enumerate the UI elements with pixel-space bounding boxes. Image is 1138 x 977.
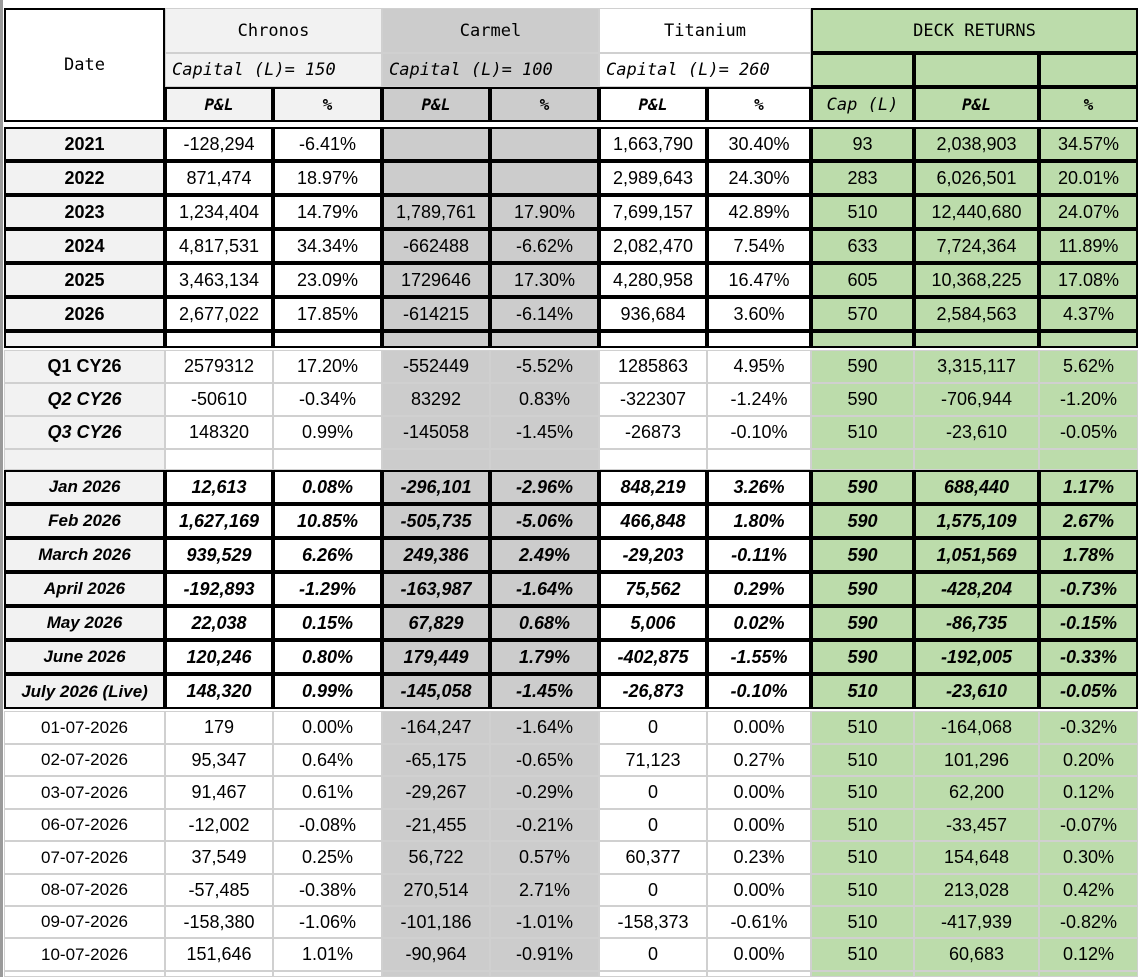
year-row-label: 2026 <box>4 297 165 331</box>
month-row-cell: -1.45% <box>490 674 599 709</box>
daily-row-label: 03-07-2026 <box>4 776 165 809</box>
year-row-cell: 2,082,470 <box>599 229 707 263</box>
year-row-cell: -6.14% <box>490 297 599 331</box>
year-row-cell: 570 <box>811 297 914 331</box>
month-row-cell: -2.96% <box>490 470 599 504</box>
daily-row-label: 08-07-2026 <box>4 874 165 906</box>
year-row-cell: -128,294 <box>165 127 273 161</box>
quarter-row-label: Q2 CY26 <box>4 383 165 416</box>
year-row-cell: -614215 <box>382 297 490 331</box>
deck-pct-blank <box>1039 53 1138 87</box>
daily-row-cell: 510 <box>811 744 914 776</box>
daily-row-cell: 0.20% <box>1039 744 1138 776</box>
daily-row-cell: -90,964 <box>382 938 490 971</box>
quarter-row-cell: -0.05% <box>1039 416 1138 449</box>
month-row-cell: 939,529 <box>165 538 273 572</box>
year-row-cell: 2,584,563 <box>914 297 1039 331</box>
daily-row-cell: 0.12% <box>1039 776 1138 809</box>
quarter-row-cell: 0.83% <box>490 383 599 416</box>
year-row-cell: 1,789,761 <box>382 195 490 229</box>
daily-row-cell: 213,028 <box>914 874 1039 906</box>
month-row-cell: 67,829 <box>382 606 490 640</box>
year-row-cell: 1,663,790 <box>599 127 707 161</box>
month-row-cell: 1,051,569 <box>914 538 1039 572</box>
daily-row-label: 09-07-2026 <box>4 906 165 938</box>
deck-subheader-3: % <box>1039 87 1138 122</box>
month-row-cell: 590 <box>811 470 914 504</box>
month-row-cell: -192,005 <box>914 640 1039 674</box>
daily-row-cell: 101,296 <box>914 744 1039 776</box>
sheet-edge <box>0 0 3 977</box>
year-row-cell: 2,989,643 <box>599 161 707 195</box>
quarter-row-cell: 4.95% <box>707 350 811 383</box>
year-row-cell: -662488 <box>382 229 490 263</box>
daily-row-cell: 0.00% <box>707 809 811 841</box>
quarter-row-cell: -145058 <box>382 416 490 449</box>
month-row-cell: 249,386 <box>382 538 490 572</box>
quarter-row-cell: -1.20% <box>1039 383 1138 416</box>
strategy-name-carmel: Carmel <box>382 8 599 53</box>
quarter-row-cell: 1285863 <box>599 350 707 383</box>
strategy-capital-chronos: Capital (L)= 150 <box>165 53 382 87</box>
year-row-cell: 20.01% <box>1039 161 1138 195</box>
year-row-cell: 936,684 <box>599 297 707 331</box>
month-row-cell: 22,038 <box>165 606 273 640</box>
quarter-row-cell: -706,944 <box>914 383 1039 416</box>
year-row-cell: 34.57% <box>1039 127 1138 161</box>
spacer-row <box>490 331 599 348</box>
quarter-row-cell: -0.10% <box>707 416 811 449</box>
spacer-row <box>599 331 707 348</box>
month-row-cell: -86,735 <box>914 606 1039 640</box>
daily-row-cell: 270,514 <box>382 874 490 906</box>
year-row-cell: 4,817,531 <box>165 229 273 263</box>
daily-row-cell: 1.01% <box>273 938 382 971</box>
daily-row-cell: 0.00% <box>707 711 811 744</box>
year-row-cell: 1729646 <box>382 263 490 297</box>
daily-row-cell: -0.38% <box>273 874 382 906</box>
month-row-cell: 0.80% <box>273 640 382 674</box>
daily-row-cell: -0.61% <box>707 906 811 938</box>
year-row-cell: 2,038,903 <box>914 127 1039 161</box>
spacer-row <box>382 449 490 470</box>
pct-subheader: % <box>707 87 811 122</box>
year-row-cell: 633 <box>811 229 914 263</box>
month-row-cell: 2.49% <box>490 538 599 572</box>
year-row-cell: 3.60% <box>707 297 811 331</box>
month-row-label: July 2026 (Live) <box>4 674 165 709</box>
month-row-cell: -0.33% <box>1039 640 1138 674</box>
year-row-cell: 17.08% <box>1039 263 1138 297</box>
spacer-row <box>4 449 165 470</box>
month-row-cell: 0.99% <box>273 674 382 709</box>
month-row-label: March 2026 <box>4 538 165 572</box>
spacer-row <box>165 331 273 348</box>
month-row-cell: 1.78% <box>1039 538 1138 572</box>
year-row-cell: 24.30% <box>707 161 811 195</box>
partial-row <box>382 971 490 977</box>
daily-row-cell: 95,347 <box>165 744 273 776</box>
month-row-cell: -0.10% <box>707 674 811 709</box>
daily-row-cell: -0.29% <box>490 776 599 809</box>
year-row-cell <box>490 161 599 195</box>
month-row-cell: 0.02% <box>707 606 811 640</box>
quarter-row-cell: 148320 <box>165 416 273 449</box>
daily-row-cell: 0 <box>599 776 707 809</box>
daily-row-cell: 0.42% <box>1039 874 1138 906</box>
daily-row-cell: -57,485 <box>165 874 273 906</box>
daily-row-cell: -33,457 <box>914 809 1039 841</box>
year-row-cell: 1,234,404 <box>165 195 273 229</box>
pct-subheader: % <box>273 87 382 122</box>
daily-row-cell: 151,646 <box>165 938 273 971</box>
daily-row-cell: 0.27% <box>707 744 811 776</box>
month-row-cell: 590 <box>811 640 914 674</box>
daily-row-cell: 0.23% <box>707 841 811 874</box>
quarter-row-cell: -26873 <box>599 416 707 449</box>
spacer-row <box>914 449 1039 470</box>
daily-row-cell: -164,068 <box>914 711 1039 744</box>
month-row-cell: 148,320 <box>165 674 273 709</box>
daily-row-cell: 91,467 <box>165 776 273 809</box>
daily-row-cell: 154,648 <box>914 841 1039 874</box>
quarter-row-cell: -23,610 <box>914 416 1039 449</box>
year-row-cell: 871,474 <box>165 161 273 195</box>
strategy-name-titanium: Titanium <box>599 8 811 53</box>
month-row-cell: 1,575,109 <box>914 504 1039 538</box>
year-row-cell: 10,368,225 <box>914 263 1039 297</box>
daily-row-cell: 510 <box>811 874 914 906</box>
spacer-row <box>490 449 599 470</box>
month-row-cell: -26,873 <box>599 674 707 709</box>
month-row-label: June 2026 <box>4 640 165 674</box>
daily-row-cell: -164,247 <box>382 711 490 744</box>
daily-row-cell: -0.65% <box>490 744 599 776</box>
daily-row-cell: -65,175 <box>382 744 490 776</box>
spacer-row <box>707 331 811 348</box>
daily-row-cell: 0.00% <box>707 874 811 906</box>
deck-capital-blank <box>811 53 914 87</box>
year-row-label: 2025 <box>4 263 165 297</box>
year-row-cell: 14.79% <box>273 195 382 229</box>
spacer-row <box>811 331 914 348</box>
quarter-row-cell: 2579312 <box>165 350 273 383</box>
pl-subheader: P&L <box>165 87 273 122</box>
year-row-cell: 510 <box>811 195 914 229</box>
year-row-cell: 283 <box>811 161 914 195</box>
daily-row-cell: 510 <box>811 711 914 744</box>
year-row-cell: 30.40% <box>707 127 811 161</box>
month-row-label: April 2026 <box>4 572 165 606</box>
spacer-row <box>382 331 490 348</box>
month-row-cell: 75,562 <box>599 572 707 606</box>
daily-row-cell: 510 <box>811 906 914 938</box>
year-row-cell <box>382 161 490 195</box>
daily-row-cell: 60,377 <box>599 841 707 874</box>
spacer-row <box>599 449 707 470</box>
month-row-cell: 2.67% <box>1039 504 1138 538</box>
month-row-cell: -296,101 <box>382 470 490 504</box>
year-row-cell: 17.90% <box>490 195 599 229</box>
year-row-cell: 18.97% <box>273 161 382 195</box>
deck-subheader-1: Cap (L) <box>811 87 914 122</box>
partial-row <box>1039 971 1138 977</box>
month-row-cell: -0.15% <box>1039 606 1138 640</box>
month-row-cell: 5,006 <box>599 606 707 640</box>
date-header: Date <box>4 8 165 122</box>
year-row-cell: 11.89% <box>1039 229 1138 263</box>
year-row-cell: 4.37% <box>1039 297 1138 331</box>
month-row-cell: 848,219 <box>599 470 707 504</box>
partial-row <box>4 971 165 977</box>
year-row-cell: 17.85% <box>273 297 382 331</box>
year-row-cell <box>382 127 490 161</box>
daily-row-cell: -417,939 <box>914 906 1039 938</box>
daily-row-cell: 510 <box>811 841 914 874</box>
partial-row <box>273 971 382 977</box>
daily-row-cell: 179 <box>165 711 273 744</box>
month-row-cell: 6.26% <box>273 538 382 572</box>
month-row-cell: 590 <box>811 504 914 538</box>
year-row-cell: 16.47% <box>707 263 811 297</box>
daily-row-cell: 0.00% <box>707 938 811 971</box>
spacer-row <box>914 331 1039 348</box>
year-row-cell: 34.34% <box>273 229 382 263</box>
year-row-label: 2024 <box>4 229 165 263</box>
quarter-row-cell: 590 <box>811 350 914 383</box>
month-row-cell: 688,440 <box>914 470 1039 504</box>
pl-subheader: P&L <box>382 87 490 122</box>
partial-row <box>707 971 811 977</box>
daily-row-cell: 0 <box>599 874 707 906</box>
daily-row-cell: -158,373 <box>599 906 707 938</box>
daily-row-label: 07-07-2026 <box>4 841 165 874</box>
month-row-cell: 12,613 <box>165 470 273 504</box>
partial-row <box>599 971 707 977</box>
daily-row-cell: 62,200 <box>914 776 1039 809</box>
month-row-cell: 0.15% <box>273 606 382 640</box>
month-row-cell: -0.05% <box>1039 674 1138 709</box>
year-row-cell: -6.62% <box>490 229 599 263</box>
year-row-cell: 605 <box>811 263 914 297</box>
daily-row-cell: -1.64% <box>490 711 599 744</box>
year-row-cell: 24.07% <box>1039 195 1138 229</box>
year-row-cell: 93 <box>811 127 914 161</box>
daily-row-cell: -29,267 <box>382 776 490 809</box>
month-row-cell: -163,987 <box>382 572 490 606</box>
year-row-cell: 3,463,134 <box>165 263 273 297</box>
pl-subheader: P&L <box>599 87 707 122</box>
year-row-cell: -6.41% <box>273 127 382 161</box>
quarter-row-cell: -322307 <box>599 383 707 416</box>
daily-row-label: 10-07-2026 <box>4 938 165 971</box>
pct-subheader: % <box>490 87 599 122</box>
month-row-cell: 10.85% <box>273 504 382 538</box>
daily-row-cell: 2.71% <box>490 874 599 906</box>
month-row-cell: 466,848 <box>599 504 707 538</box>
quarter-row-cell: -1.45% <box>490 416 599 449</box>
deck-pl-blank <box>914 53 1039 87</box>
month-row-cell: -402,875 <box>599 640 707 674</box>
quarter-row-cell: -0.34% <box>273 383 382 416</box>
partial-row <box>490 971 599 977</box>
year-row-cell: 4,280,958 <box>599 263 707 297</box>
daily-row-cell: 0.30% <box>1039 841 1138 874</box>
year-row-cell: 17.30% <box>490 263 599 297</box>
partial-row <box>165 971 273 977</box>
quarter-row-cell: 5.62% <box>1039 350 1138 383</box>
quarter-row-cell: 590 <box>811 383 914 416</box>
spacer-row <box>273 449 382 470</box>
daily-row-label: 02-07-2026 <box>4 744 165 776</box>
spacer-row <box>165 449 273 470</box>
month-row-cell: 179,449 <box>382 640 490 674</box>
strategy-name-chronos: Chronos <box>165 8 382 53</box>
month-row-cell: 3.26% <box>707 470 811 504</box>
daily-row-label: 01-07-2026 <box>4 711 165 744</box>
month-row-cell: 590 <box>811 606 914 640</box>
daily-row-cell: -158,380 <box>165 906 273 938</box>
month-row-cell: -0.11% <box>707 538 811 572</box>
month-row-cell: -1.55% <box>707 640 811 674</box>
spacer-row <box>1039 331 1138 348</box>
year-row-cell: 12,440,680 <box>914 195 1039 229</box>
month-row-cell: 1,627,169 <box>165 504 273 538</box>
daily-row-cell: 0 <box>599 938 707 971</box>
daily-row-cell: 0 <box>599 711 707 744</box>
daily-row-cell: 0.25% <box>273 841 382 874</box>
daily-row-cell: 0.12% <box>1039 938 1138 971</box>
daily-row-cell: 71,123 <box>599 744 707 776</box>
month-row-cell: 590 <box>811 538 914 572</box>
quarter-row-cell: 510 <box>811 416 914 449</box>
strategy-capital-carmel: Capital (L)= 100 <box>382 53 599 87</box>
month-row-cell: 1.79% <box>490 640 599 674</box>
year-row-label: 2022 <box>4 161 165 195</box>
month-row-cell: 510 <box>811 674 914 709</box>
month-row-label: May 2026 <box>4 606 165 640</box>
quarter-row-cell: 83292 <box>382 383 490 416</box>
daily-row-cell: 37,549 <box>165 841 273 874</box>
month-row-cell: -145,058 <box>382 674 490 709</box>
daily-row-cell: 60,683 <box>914 938 1039 971</box>
daily-row-cell: 0 <box>599 809 707 841</box>
year-row-cell: 7,724,364 <box>914 229 1039 263</box>
year-row-cell: 2,677,022 <box>165 297 273 331</box>
daily-row-cell: -1.01% <box>490 906 599 938</box>
spacer-row <box>1039 449 1138 470</box>
quarter-row-cell: -552449 <box>382 350 490 383</box>
year-row-label: 2021 <box>4 127 165 161</box>
daily-row-cell: -101,186 <box>382 906 490 938</box>
daily-row-cell: -0.07% <box>1039 809 1138 841</box>
daily-row-cell: 510 <box>811 938 914 971</box>
daily-row-cell: 56,722 <box>382 841 490 874</box>
partial-row <box>914 971 1039 977</box>
daily-row-cell: 0.00% <box>707 776 811 809</box>
month-row-cell: -1.64% <box>490 572 599 606</box>
month-row-cell: -0.73% <box>1039 572 1138 606</box>
spacer-row <box>811 449 914 470</box>
daily-row-cell: -12,002 <box>165 809 273 841</box>
quarter-row-label: Q3 CY26 <box>4 416 165 449</box>
year-row-cell <box>490 127 599 161</box>
month-row-cell: 0.08% <box>273 470 382 504</box>
year-row-cell: 23.09% <box>273 263 382 297</box>
year-row-cell: 6,026,501 <box>914 161 1039 195</box>
month-row-cell: 0.68% <box>490 606 599 640</box>
month-row-cell: 1.80% <box>707 504 811 538</box>
daily-row-cell: -0.32% <box>1039 711 1138 744</box>
deck-returns-header: DECK RETURNS <box>811 8 1138 53</box>
quarter-row-cell: 17.20% <box>273 350 382 383</box>
daily-row-cell: -21,455 <box>382 809 490 841</box>
month-row-cell: 1.17% <box>1039 470 1138 504</box>
month-row-label: Jan 2026 <box>4 470 165 504</box>
daily-row-cell: 0.64% <box>273 744 382 776</box>
daily-row-cell: 0.61% <box>273 776 382 809</box>
daily-row-cell: -0.08% <box>273 809 382 841</box>
daily-row-cell: 0.00% <box>273 711 382 744</box>
daily-row-cell: -0.91% <box>490 938 599 971</box>
month-row-cell: -505,735 <box>382 504 490 538</box>
quarter-row-cell: 0.99% <box>273 416 382 449</box>
month-row-cell: -5.06% <box>490 504 599 538</box>
year-row-cell: 7.54% <box>707 229 811 263</box>
deck-subheader-2: P&L <box>914 87 1039 122</box>
year-row-label: 2023 <box>4 195 165 229</box>
daily-row-cell: -0.21% <box>490 809 599 841</box>
quarter-row-cell: -1.24% <box>707 383 811 416</box>
daily-row-cell: -1.06% <box>273 906 382 938</box>
daily-row-cell: 510 <box>811 776 914 809</box>
month-row-cell: -428,204 <box>914 572 1039 606</box>
quarter-row-cell: 3,315,117 <box>914 350 1039 383</box>
quarter-row-cell: -50610 <box>165 383 273 416</box>
daily-row-cell: 510 <box>811 809 914 841</box>
spacer-row <box>707 449 811 470</box>
month-row-cell: -192,893 <box>165 572 273 606</box>
strategy-capital-titanium: Capital (L)= 260 <box>599 53 811 87</box>
month-row-cell: -29,203 <box>599 538 707 572</box>
month-row-cell: -1.29% <box>273 572 382 606</box>
spacer-row <box>273 331 382 348</box>
spacer-row <box>4 331 165 348</box>
month-row-cell: 0.29% <box>707 572 811 606</box>
partial-row <box>811 971 914 977</box>
month-row-cell: 590 <box>811 572 914 606</box>
year-row-cell: 42.89% <box>707 195 811 229</box>
year-row-cell: 7,699,157 <box>599 195 707 229</box>
daily-row-label: 06-07-2026 <box>4 809 165 841</box>
daily-row-cell: -0.82% <box>1039 906 1138 938</box>
quarter-row-label: Q1 CY26 <box>4 350 165 383</box>
daily-row-cell: 0.57% <box>490 841 599 874</box>
month-row-cell: -23,610 <box>914 674 1039 709</box>
month-row-label: Feb 2026 <box>4 504 165 538</box>
quarter-row-cell: -5.52% <box>490 350 599 383</box>
month-row-cell: 120,246 <box>165 640 273 674</box>
